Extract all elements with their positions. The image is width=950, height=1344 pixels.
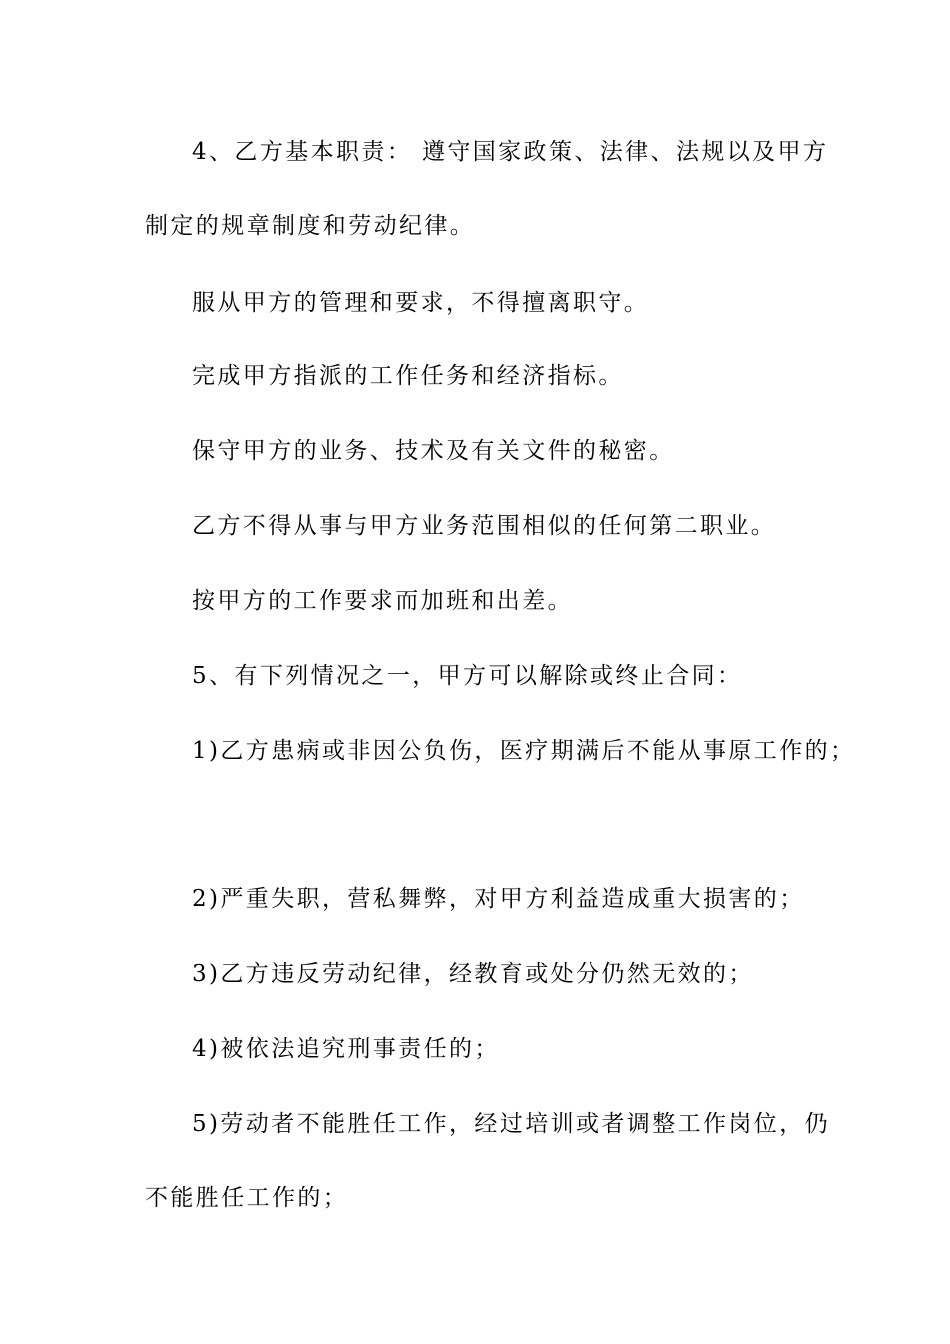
text-line: 不能胜任工作的； bbox=[145, 1185, 349, 1211]
text-line: 服从甲方的管理和要求，不得擅离职守。 bbox=[192, 290, 650, 316]
text-line: 3)乙方违反劳动纪律，经教育或处分仍然无效的； bbox=[192, 961, 754, 987]
text-line: 4、乙方基本职责： 遵守国家政策、法律、法规以及甲方 bbox=[192, 139, 829, 165]
text-line: 2)严重失职，营私舞弊，对甲方利益造成重大损害的； bbox=[192, 886, 805, 912]
text-line: 保守甲方的业务、技术及有关文件的秘密。 bbox=[192, 438, 675, 464]
text-line: 5)劳动者不能胜任工作，经过培训或者调整工作岗位，仍 bbox=[192, 1111, 831, 1137]
text-line: 完成甲方指派的工作任务和经济指标。 bbox=[192, 363, 624, 389]
text-line: 5、有下列情况之一，甲方可以解除或终止合同： bbox=[192, 663, 743, 689]
text-line: 1)乙方患病或非因公负伤，医疗期满后不能从事原工作的； bbox=[192, 738, 856, 764]
text-line: 制定的规章制度和劳动纪律。 bbox=[145, 213, 476, 239]
text-line: 按甲方的工作要求而加班和出差。 bbox=[192, 588, 573, 614]
text-line: 4)被依法追究刑事责任的； bbox=[192, 1036, 500, 1062]
text-line: 乙方不得从事与甲方业务范围相似的任何第二职业。 bbox=[192, 513, 777, 539]
